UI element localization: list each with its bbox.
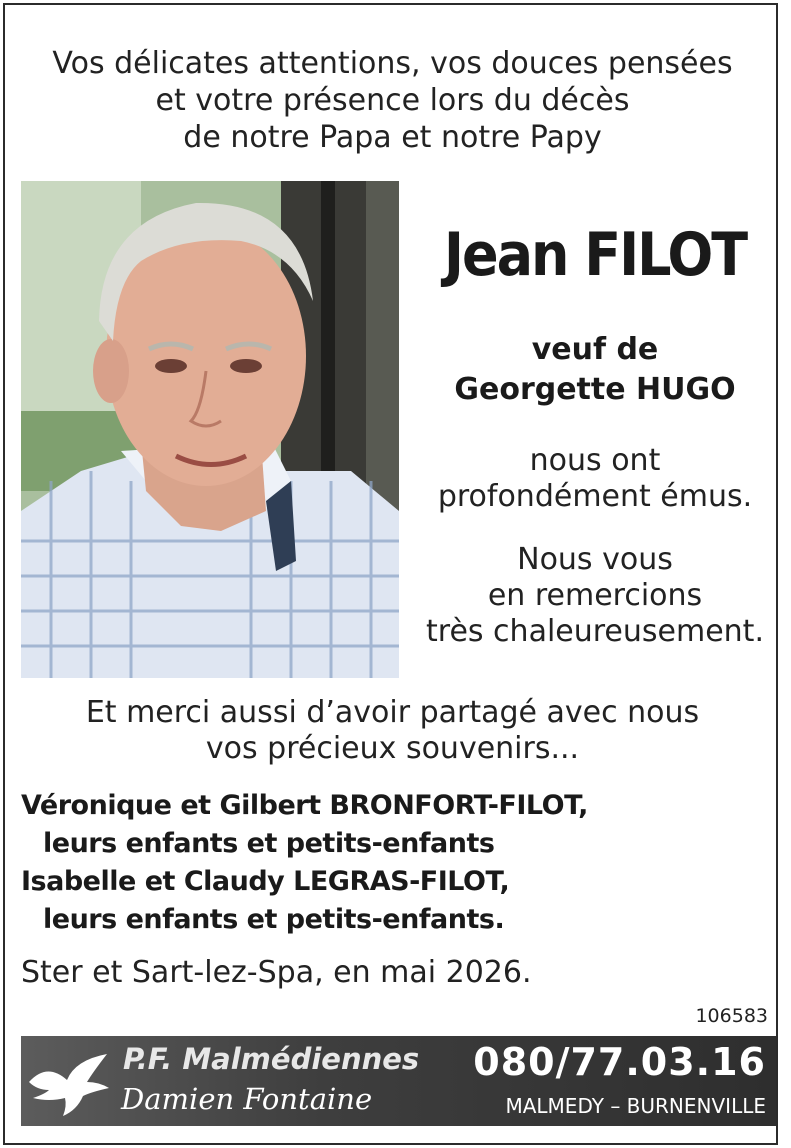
thanks-line: Et merci aussi d’avoir partagé avec nous bbox=[85, 695, 700, 730]
family-name: Isabelle et Claudy LEGRAS-FILOT, bbox=[21, 866, 510, 897]
intro-line: Vos délicates attentions, vos douces pensées bbox=[52, 46, 733, 81]
spouse-info bbox=[405, 330, 785, 410]
thanks-line: vos précieux souvenirs... bbox=[205, 731, 580, 766]
funeral-home-name: P.F. Malmédiennes bbox=[123, 1042, 420, 1076]
message-line: très chaleureusement. bbox=[426, 614, 764, 649]
thanks-text bbox=[5, 695, 780, 767]
message-line: Nous vous bbox=[517, 542, 673, 577]
spouse-line: veuf de bbox=[531, 332, 659, 367]
funeral-home-banner bbox=[21, 1036, 776, 1126]
portrait-image bbox=[21, 181, 399, 678]
message-line: profondément émus. bbox=[437, 479, 753, 514]
obituary-card bbox=[3, 3, 778, 1145]
funeral-home-locality: MALMEDY – BURNENVILLE bbox=[505, 1094, 766, 1118]
family-name: Véronique et Gilbert BRONFORT-FILOT, bbox=[21, 790, 588, 821]
intro-line: et votre présence lors du décès bbox=[155, 83, 630, 118]
family-descendants: leurs enfants et petits-enfants. bbox=[43, 904, 505, 935]
intro-text bbox=[5, 45, 780, 156]
message-line: en remercions bbox=[487, 578, 703, 613]
message-line: nous ont bbox=[529, 443, 661, 478]
message-block-2 bbox=[405, 542, 785, 650]
funeral-home-phone[interactable]: 080/77.03.16 bbox=[473, 1040, 766, 1084]
portrait-photo bbox=[21, 181, 399, 678]
family-signatures bbox=[21, 787, 761, 939]
funeral-home-signature: Damien Fontaine bbox=[121, 1082, 373, 1116]
message-block-1 bbox=[405, 443, 785, 515]
family-descendants: leurs enfants et petits-enfants bbox=[43, 828, 495, 859]
spouse-name: Georgette HUGO bbox=[454, 372, 736, 407]
dove-icon bbox=[27, 1052, 111, 1118]
intro-line: de notre Papa et notre Papy bbox=[183, 120, 602, 155]
deceased-name: Jean FILOT bbox=[443, 220, 747, 290]
place-date: Ster et Sart-lez-Spa, en mai 2026. bbox=[21, 955, 532, 990]
reference-number: 106583 bbox=[695, 1005, 768, 1027]
